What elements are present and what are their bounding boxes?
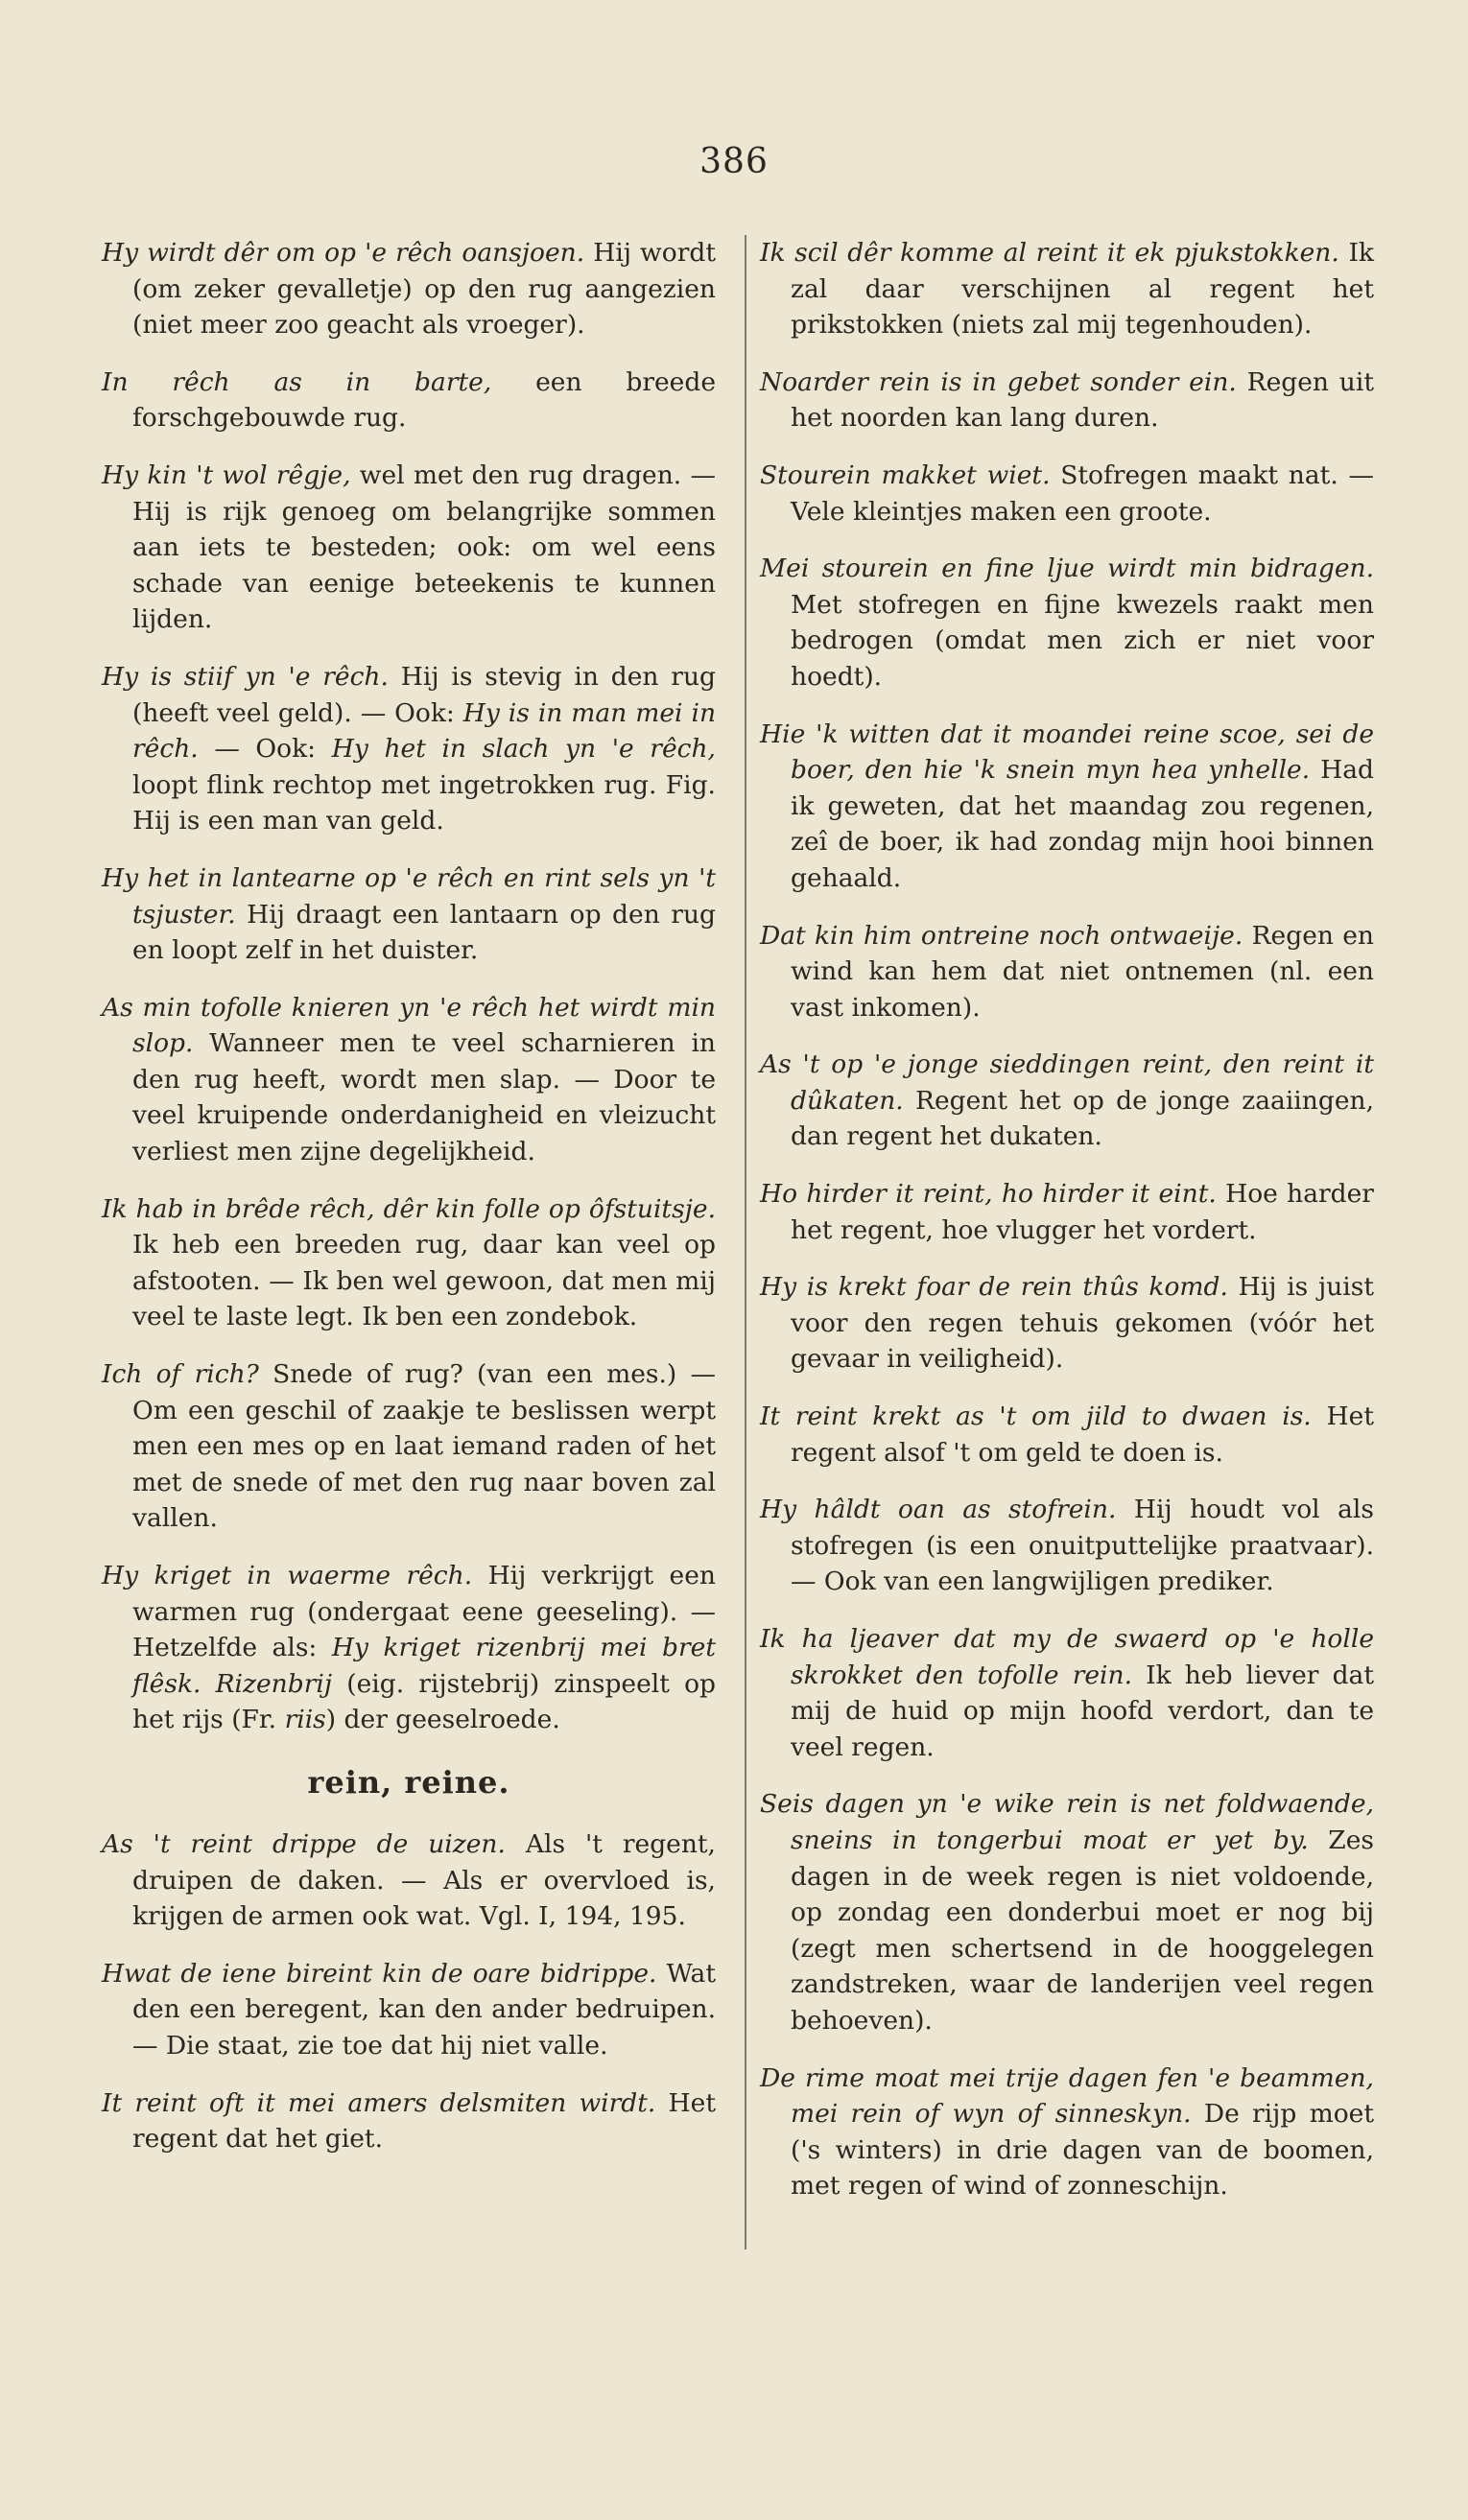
entry bbox=[102, 1356, 716, 1537]
translation: Hij draagt een lantaarn op den rug en loopt zelf in het duister. bbox=[132, 899, 716, 966]
section-heading: rein, reine. bbox=[307, 1763, 510, 1801]
phrase: Ik ha ljeaver dat my de swaerd op 'e holle skrokket den tofolle rein. bbox=[760, 1624, 1374, 1690]
translation: een breede forschgebouwde rug. bbox=[132, 366, 716, 434]
translation: Als 't regent, druipen de daken. — Als er overvloed is, krijgen de armen ook wat. Vgl. I, 194, 195. bbox=[132, 1828, 716, 1932]
phrase: Noarder rein is in gebet sonder ein. bbox=[760, 366, 1237, 397]
phrase: It reint krekt as 't om jild to dwaen is. bbox=[760, 1401, 1312, 1432]
phrase: As min tofolle knieren yn 'e rêch het wirdt min slop. bbox=[102, 992, 716, 1059]
phrase: De rime moat mei trije dagen fen 'e beammen, mei rein of wyn of sinneskyn. bbox=[760, 2062, 1374, 2130]
phrase: Ho hirder it reint, ho hirder it eint. bbox=[760, 1179, 1217, 1210]
phrase: Mei stourein en fine ljue wirdt min bidragen. bbox=[760, 553, 1374, 584]
phrase: Seis dagen yn 'e wike rein is net foldwaende, sneins in tongerbui moat er yet by. bbox=[760, 1789, 1374, 1855]
translation: ) der geeselroede. bbox=[325, 1705, 560, 1735]
phrase: Hy het in slach yn 'e rêch, bbox=[331, 734, 716, 765]
entry bbox=[760, 1492, 1374, 1600]
translation: Met stofregen en fijne kwezels raakt men bedrogen (omdat men zich er niet voor hoedt). bbox=[791, 589, 1374, 692]
entry bbox=[760, 717, 1374, 897]
entry bbox=[760, 2061, 1374, 2204]
translation: De rijp moet ('s winters) in drie dagen van de boomen, met regen of wind of zonneschijn. bbox=[791, 2099, 1374, 2202]
entry bbox=[760, 1047, 1374, 1155]
translation: Hij wordt (om zeker gevalletje) op den rug aangezien (niet meer zoo geacht als vroeger). bbox=[132, 238, 716, 341]
page-number: 386 bbox=[699, 142, 769, 181]
translation: Regen uit het noorden kan lang duren. bbox=[791, 366, 1374, 434]
translation: Hij is stevig in den rug (heeft veel geld). — Ook: bbox=[132, 661, 716, 728]
entry bbox=[102, 1956, 716, 2064]
phrase: Dat kin him ontreine noch ontwaeije. bbox=[760, 920, 1243, 951]
phrase: Hy is stiif yn 'e rêch. bbox=[102, 661, 389, 692]
translation: Ik heb een breeden rug, daar kan veel op afstooten. — Ik ben wel gewoon, dat men mij veel te laste legt. Ik ben een zondebok. bbox=[132, 1230, 716, 1332]
phrase: Hy wirdt dêr om op 'e rêch oansjoen. bbox=[102, 238, 585, 268]
translation: wel met den rug dragen. — Hij is rijk genoeg om belangrijke sommen aan iets te besteden; ook: om wel eens schade van eenige beteekenis te kunnen lijden. bbox=[132, 459, 716, 635]
translation: Hoe harder het regent, hoe vlugger het vordert. bbox=[791, 1179, 1374, 1245]
entry bbox=[102, 235, 716, 343]
phrase: It reint oft it mei amers delsmiten wirdt. bbox=[102, 2087, 656, 2118]
entry bbox=[760, 365, 1374, 436]
translation: (eig. rijstebrij) zinspeelt op het rijs (Fr. bbox=[132, 1668, 716, 1735]
translation: Ik heb liever dat mij de huid op mijn hoofd verdort, dan te veel regen. bbox=[791, 1660, 1374, 1762]
translation: loopt flink rechtop met ingetrokken rug. Fig. Hij is een man van geld. bbox=[132, 769, 716, 836]
entry bbox=[102, 1191, 716, 1335]
phrase: As 't reint drippe de uizen. bbox=[102, 1828, 506, 1859]
phrase: Hie 'k witten dat it moandei reine scoe, sei de boer, den hie 'k snein myn hea ynhelle. bbox=[760, 718, 1374, 786]
entry bbox=[102, 990, 716, 1170]
entry bbox=[760, 1399, 1374, 1471]
translation: Regent het op de jonge zaaiingen, dan regent het dukaten. bbox=[791, 1085, 1374, 1152]
entry bbox=[102, 365, 716, 436]
translation: Wanneer men te veel scharnieren in den rug heeft, wordt men slap. — Door te veel kruipende onderdanigheid en vleizucht verliest men zijne degelijkheid. bbox=[132, 1028, 716, 1167]
translation: Zes dagen in de week regen is niet voldoende, op zondag een donderbui moet er nog bij (zegt men schertsend in de hooggelegen zandstreken, waar de landerijen veel regen behoeven). bbox=[791, 1825, 1374, 2036]
phrase: Stourein makket wiet. bbox=[760, 459, 1051, 490]
phrase: Hy hâldt oan as stofrein. bbox=[760, 1495, 1117, 1525]
entry bbox=[760, 235, 1374, 343]
entry bbox=[102, 2085, 716, 2157]
translation: Wat den een beregent, kan den ander bedruipen. — Die staat, zie toe dat hij niet valle. bbox=[132, 1958, 716, 2061]
phrase: Hy kin 't wol rêgje, bbox=[102, 459, 351, 490]
entry bbox=[760, 1269, 1374, 1378]
right-column bbox=[760, 235, 1374, 2226]
entry bbox=[760, 1786, 1374, 2038]
entry bbox=[760, 1621, 1374, 1765]
translation: Het regent alsof 't om geld te doen is. bbox=[791, 1401, 1374, 1468]
translation: Ik zal daar verschijnen al regent het prikstokken (niets zal mij tegenhouden). bbox=[791, 238, 1374, 341]
entry bbox=[102, 1826, 716, 1935]
phrase: Rizenbrij bbox=[215, 1668, 333, 1699]
entry bbox=[760, 918, 1374, 1026]
translation: Had ik geweten, dat het maandag zou regenen, zeî de boer, ik had zondag mijn hooi binnen gehaald. bbox=[791, 755, 1374, 893]
translation: Hij verkrijgt een warmen rug (ondergaat eene geeseling). — Hetzelfde als: bbox=[132, 1561, 716, 1663]
column-divider bbox=[745, 235, 746, 2249]
phrase: Hy het in lantearne op 'e rêch en rint sels yn 't tsjuster. bbox=[102, 862, 716, 930]
phrase: Ik hab in brêde rêch, dêr kin folle op ôfstuitsje. bbox=[102, 1193, 716, 1224]
phrase: Hy kriget rizenbrij mei bret flêsk. bbox=[132, 1633, 716, 1699]
phrase: Ik scil dêr komme al reint it ek pjukstokken. bbox=[760, 238, 1339, 268]
phrase: Hy kriget in waerme rêch. bbox=[102, 1561, 473, 1590]
phrase: Hwat de iene bireint kin de oare bidrippe. bbox=[102, 1958, 657, 1989]
entry bbox=[760, 551, 1374, 695]
phrase: As 't op 'e jonge sieddingen reint, den reint it dûkaten. bbox=[760, 1049, 1374, 1116]
entry bbox=[102, 659, 716, 839]
entry bbox=[102, 860, 716, 969]
translation: Regen en wind kan hem dat niet ontnemen (nl. een vast inkomen). bbox=[791, 920, 1374, 1023]
phrase: Ich of rich? bbox=[102, 1359, 259, 1390]
left-column bbox=[102, 235, 716, 2179]
translation: — Ook: bbox=[214, 734, 317, 765]
phrase: Hy is krekt foar de rein thûs komd. bbox=[760, 1272, 1228, 1303]
phrase: In rêch as in barte, bbox=[102, 366, 492, 397]
translation: Hij is juist voor den regen tehuis gekomen (vóór het gevaar in veiligheid). bbox=[791, 1272, 1374, 1375]
phrase: riis bbox=[284, 1705, 326, 1735]
entry bbox=[760, 1176, 1374, 1248]
translation: Snede of rug? (van een mes.) — Om een geschil of zaakje te beslissen werpt men een mes op en laat iemand raden of het met de snede of met den rug naar boven zal vallen. bbox=[132, 1359, 716, 1534]
entry bbox=[102, 1558, 716, 1738]
entry bbox=[102, 458, 716, 638]
translation: Stofregen maakt nat. — Vele kleintjes maken een groote. bbox=[791, 459, 1374, 527]
entry bbox=[760, 458, 1374, 530]
translation: Het regent dat het giet. bbox=[132, 2087, 716, 2155]
translation: Hij houdt vol als stofregen (is een onuitputtelijke praatvaar). — Ook van een langwijligen prediker. bbox=[791, 1495, 1374, 1597]
phrase: Hy is in man mei in rêch. bbox=[132, 697, 717, 765]
